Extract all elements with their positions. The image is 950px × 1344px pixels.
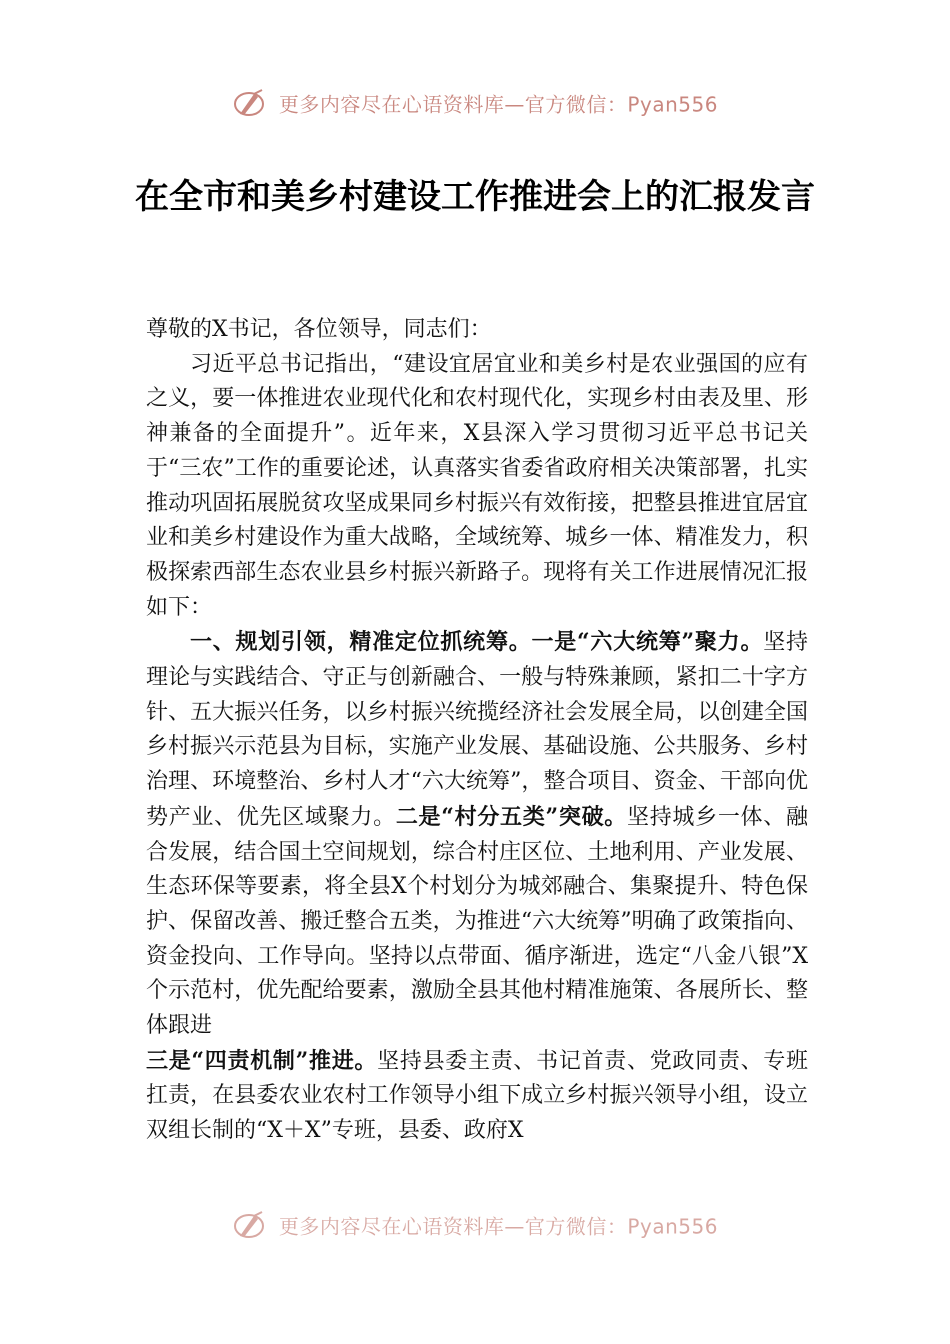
salutation: 尊敬的X书记，各位领导，同志们： (146, 317, 492, 342)
watermark-text: 更多内容尽在心语资料库—官方微信：Pyan556 (278, 92, 718, 117)
point-2-text: 坚持城乡一体、融合发展，结合国土空间规划，综合村庄区位、土地利用、产业发展、生态环保等要素，将全县X个村划分为城郊融合、集聚提升、特色保护、保留改善、搬迁整合五类，为推进“六大统筹”明确了政策指向、资金投向、工作导向。坚持以点带面、循序渐进，选定“八金八银”X个示范村，优先配给要素，激励全县其他村精准施策、各展所长、整体跟进 (146, 804, 808, 1039)
section-1-heading: 一、规划引领，精准定位抓统筹。 (190, 629, 532, 656)
point-3-text: 坚持县委主责、书记首责、党政同责、专班扛责，在县委农业农村工作领导小组下成立乡村振兴领导小组，设立双组长制的“X＋X”专班，县委、政府X (146, 1048, 808, 1144)
watermark-footer (0, 1210, 950, 1240)
intro-paragraph: 习近平总书记指出，“建设宜居宜业和美乡村是农业强国的应有之义，要一体推进农业现代化和农村现代化，实现乡村由表及里、形神兼备的全面提升”。近年来，X县深入学习贯彻习近平总书记关于“三农”工作的重要论述，认真落实省委省政府相关决策部署，扎实推动巩固拓展脱贫攻坚成果同乡村振兴有效衔接，把整县推进宜居宜业和美乡村建设作为重大战略，全域统筹、城乡一体、精准发力，积极探索西部生态农业县乡村振兴新路子。现将有关工作进展情况汇报如下： (146, 351, 808, 620)
point-2-heading: 二是“村分五类”突破。 (395, 803, 627, 830)
point-3-heading: 三是“四责机制”推进。 (146, 1047, 378, 1074)
watermark-header (0, 88, 950, 118)
quill-logo-icon (232, 1210, 266, 1240)
point-1-heading: 一是“六大统筹”聚力。 (531, 629, 764, 656)
quill-logo-icon (232, 88, 266, 118)
document-body (146, 313, 808, 1149)
point-1-text: 坚持理论与实践结合、守正与创新融合、一般与特殊兼顾，紧扣二十字方针、五大振兴任务，以乡村振兴统揽经济社会发展全局，以创建全国乡村振兴示范县为目标，实施产业发展、基础设施、公共服务、乡村治理、环境整治、乡村人才“六大统筹”，整合项目、资金、干部向优势产业、优先区域聚力。 (146, 630, 808, 830)
section-1-continuation (146, 1044, 808, 1149)
watermark-text: 更多内容尽在心语资料库—官方微信：Pyan556 (278, 1214, 718, 1239)
document-title: 在全市和美乡村建设工作推进会上的汇报发言 (135, 177, 815, 217)
section-1-paragraph (146, 625, 808, 1043)
